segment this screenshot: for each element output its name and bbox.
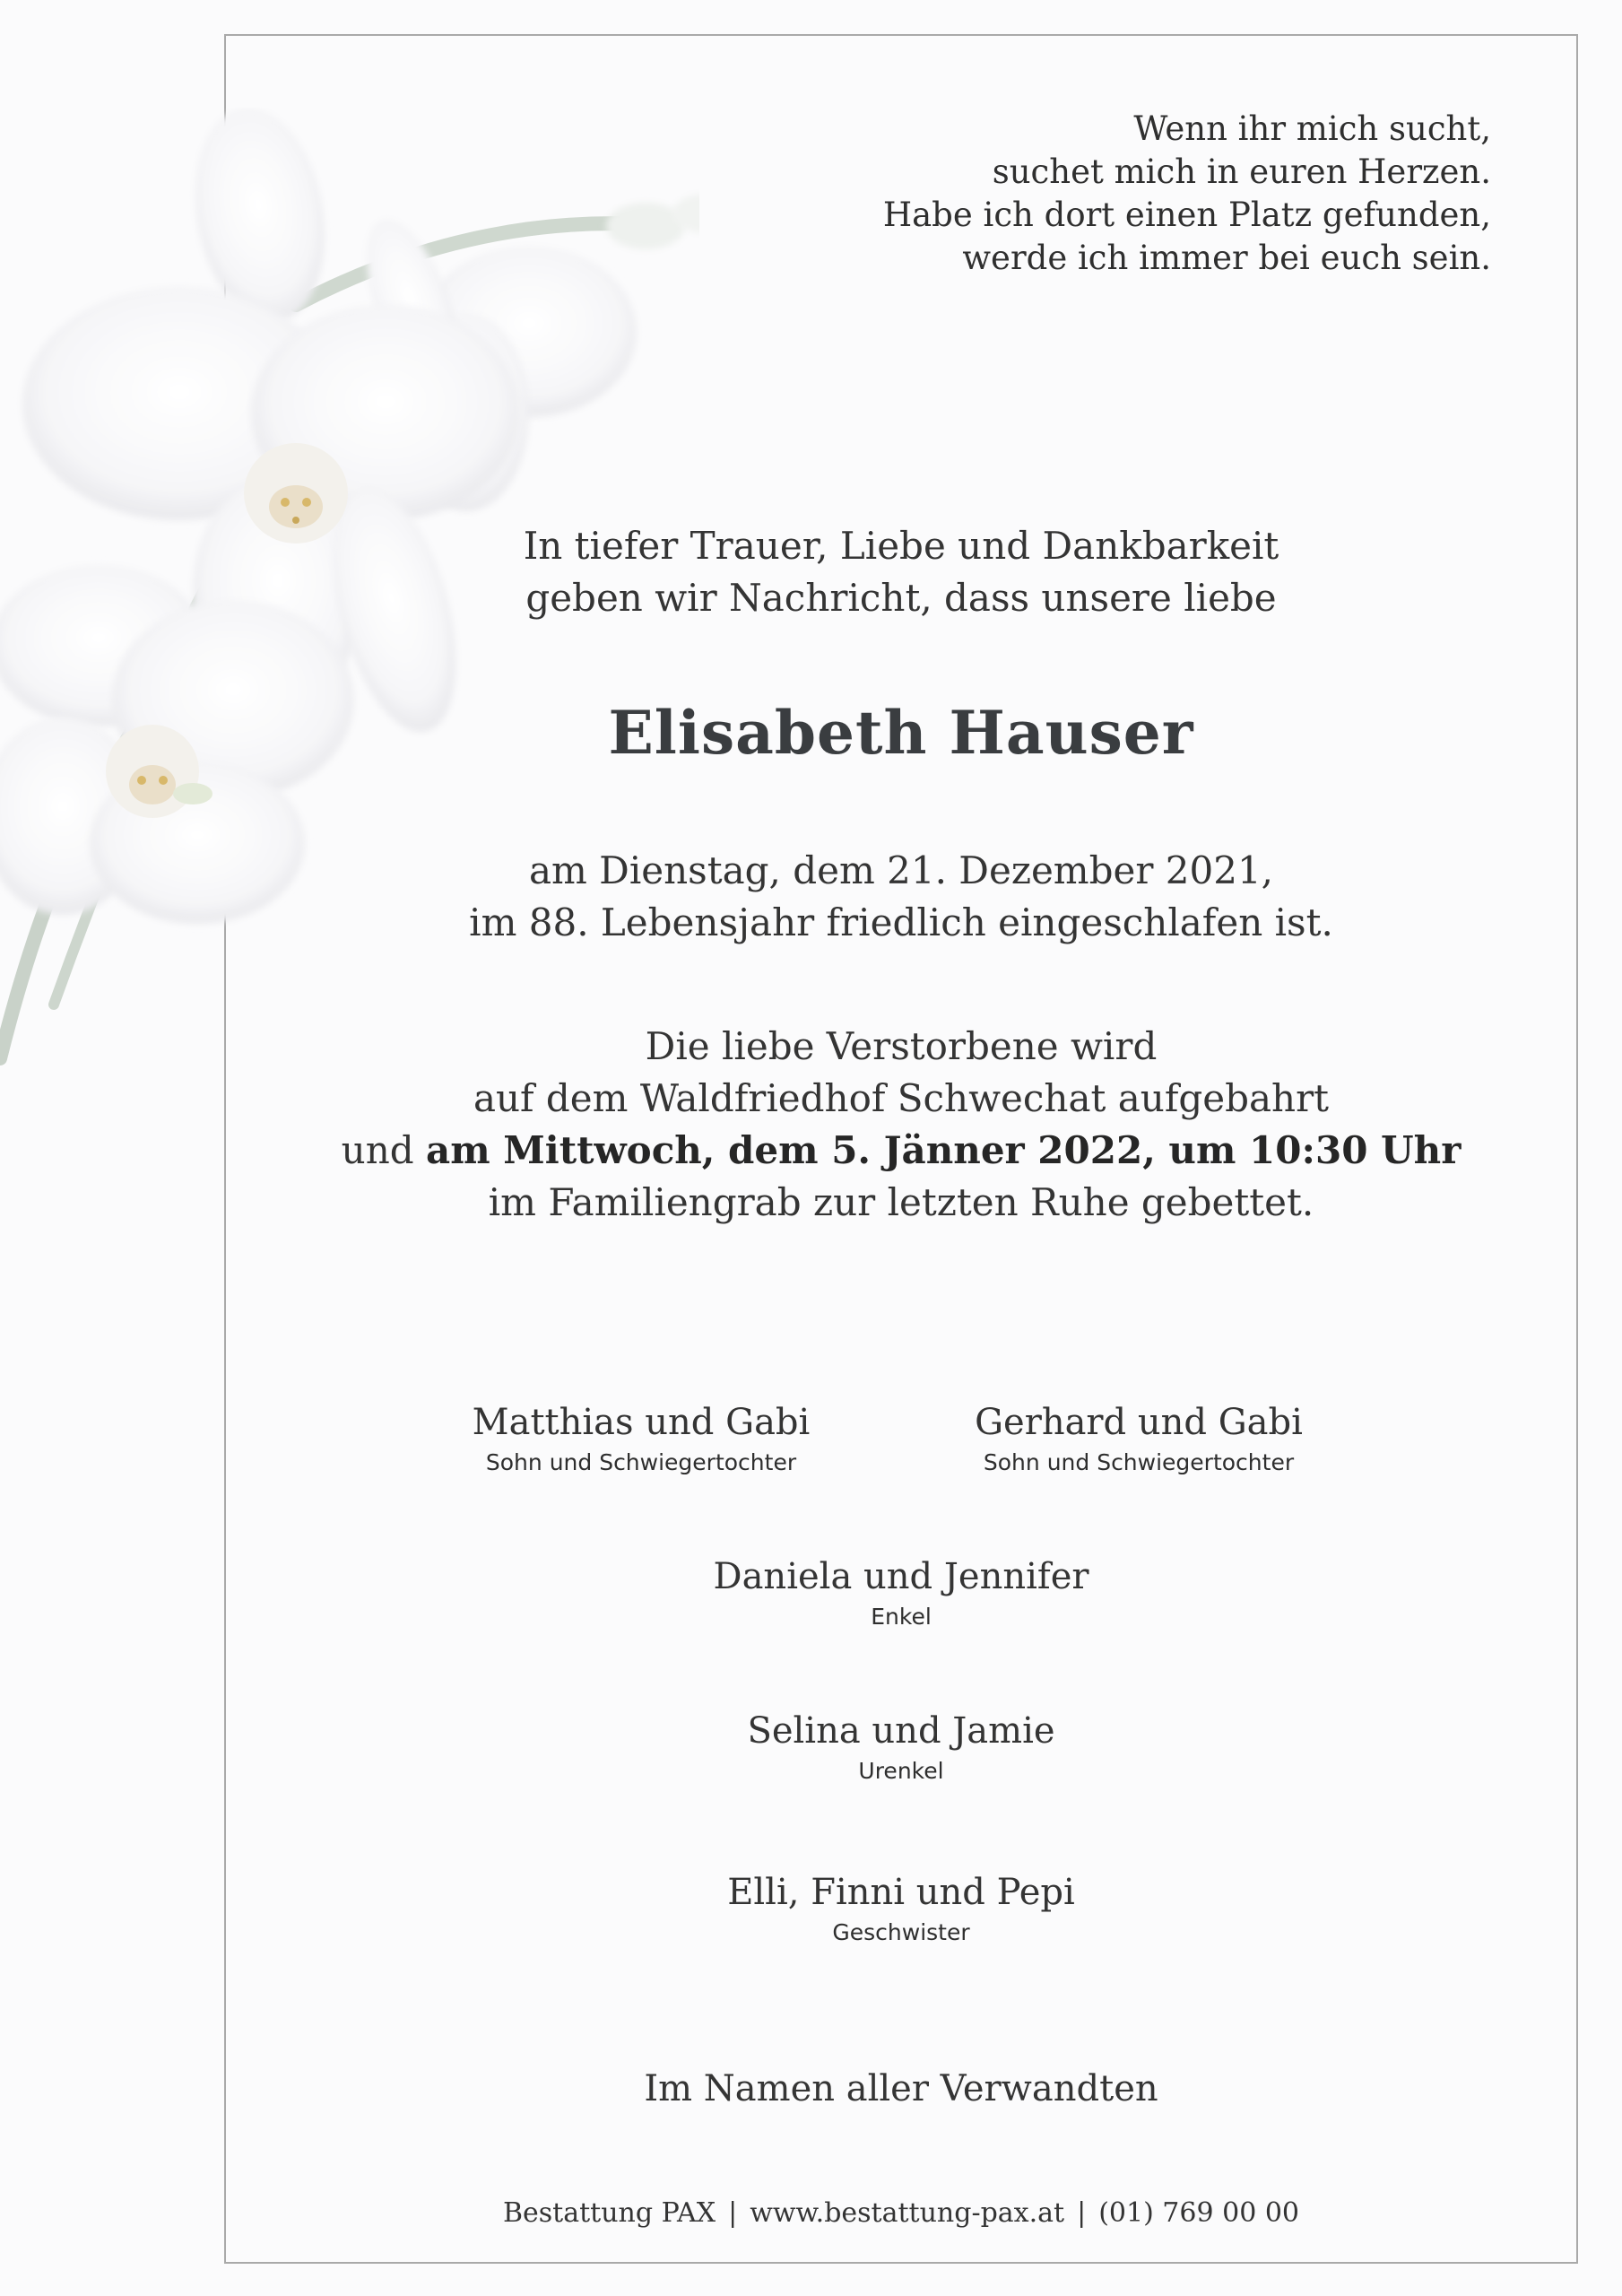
motto-line: Wenn ihr mich sucht,: [1133, 109, 1491, 148]
deceased-name: Elisabeth Hauser: [608, 698, 1194, 768]
death-line: im 88. Lebensjahr friedlich eingeschlafen ist.: [469, 900, 1333, 944]
death-line: am Dienstag, dem 21. Dezember 2021,: [528, 848, 1274, 892]
intro-line: In tiefer Trauer, Liebe und Dankbarkeit: [523, 524, 1279, 568]
mourner-names: Gerhard und Gabi: [975, 1402, 1303, 1443]
mourner-names: Elli, Finni und Pepi: [727, 1872, 1075, 1913]
mourner-group: [224, 1553, 1578, 1634]
footer-separator: |: [728, 2197, 738, 2229]
mourner-names: Selina und Jamie: [747, 1710, 1055, 1752]
burial-date-line: [224, 1125, 1578, 1177]
mourner-group: [430, 1399, 852, 1480]
closing-line: Im Namen aller Verwandten: [644, 2068, 1158, 2109]
intro-text: [224, 520, 1578, 624]
mourner-relation: Geschwister: [832, 1919, 970, 1945]
footer-company: Bestattung PAX: [502, 2197, 716, 2229]
mourner-group: [928, 1399, 1349, 1480]
mourner-relation: Enkel: [871, 1604, 932, 1630]
mourner-group: [224, 1708, 1578, 1788]
mourner-relation: Sohn und Schwiegertochter: [485, 1449, 797, 1475]
motto-line: Habe ich dort einen Platz gefunden,: [882, 196, 1491, 234]
burial-line: Die liebe Verstorbene wird: [645, 1024, 1158, 1068]
intro-line: geben wir Nachricht, dass unsere liebe: [525, 576, 1277, 620]
death-notice: [224, 845, 1578, 949]
footer-website: www.bestattung-pax.at: [750, 2197, 1065, 2229]
footer-separator: |: [1077, 2197, 1087, 2229]
mourner-names: Matthias und Gabi: [472, 1402, 811, 1443]
burial-date: am Mittwoch, dem 5. Jänner 2022, um 10:30 Uhr: [426, 1128, 1462, 1172]
footer-phone: (01) 769 00 00: [1098, 2197, 1299, 2229]
mourner-group: [224, 1869, 1578, 1950]
mourner-names: Daniela und Jennifer: [713, 1556, 1089, 1597]
motto-line: werde ich immer bei euch sein.: [962, 239, 1491, 277]
mourner-relation: Urenkel: [858, 1758, 944, 1784]
motto-poem: [883, 108, 1491, 280]
burial-line: im Familiengrab zur letzten Ruhe gebettet.: [488, 1180, 1314, 1224]
funeral-home-footer: [224, 2197, 1578, 2229]
burial-line: auf dem Waldfriedhof Schwechat aufgebahrt: [473, 1076, 1330, 1120]
motto-line: suchet mich in euren Herzen.: [992, 152, 1491, 191]
burial-prefix: und: [341, 1128, 426, 1172]
mourner-relation: Sohn und Schwiegertochter: [983, 1449, 1295, 1475]
burial-notice: [224, 1021, 1578, 1229]
